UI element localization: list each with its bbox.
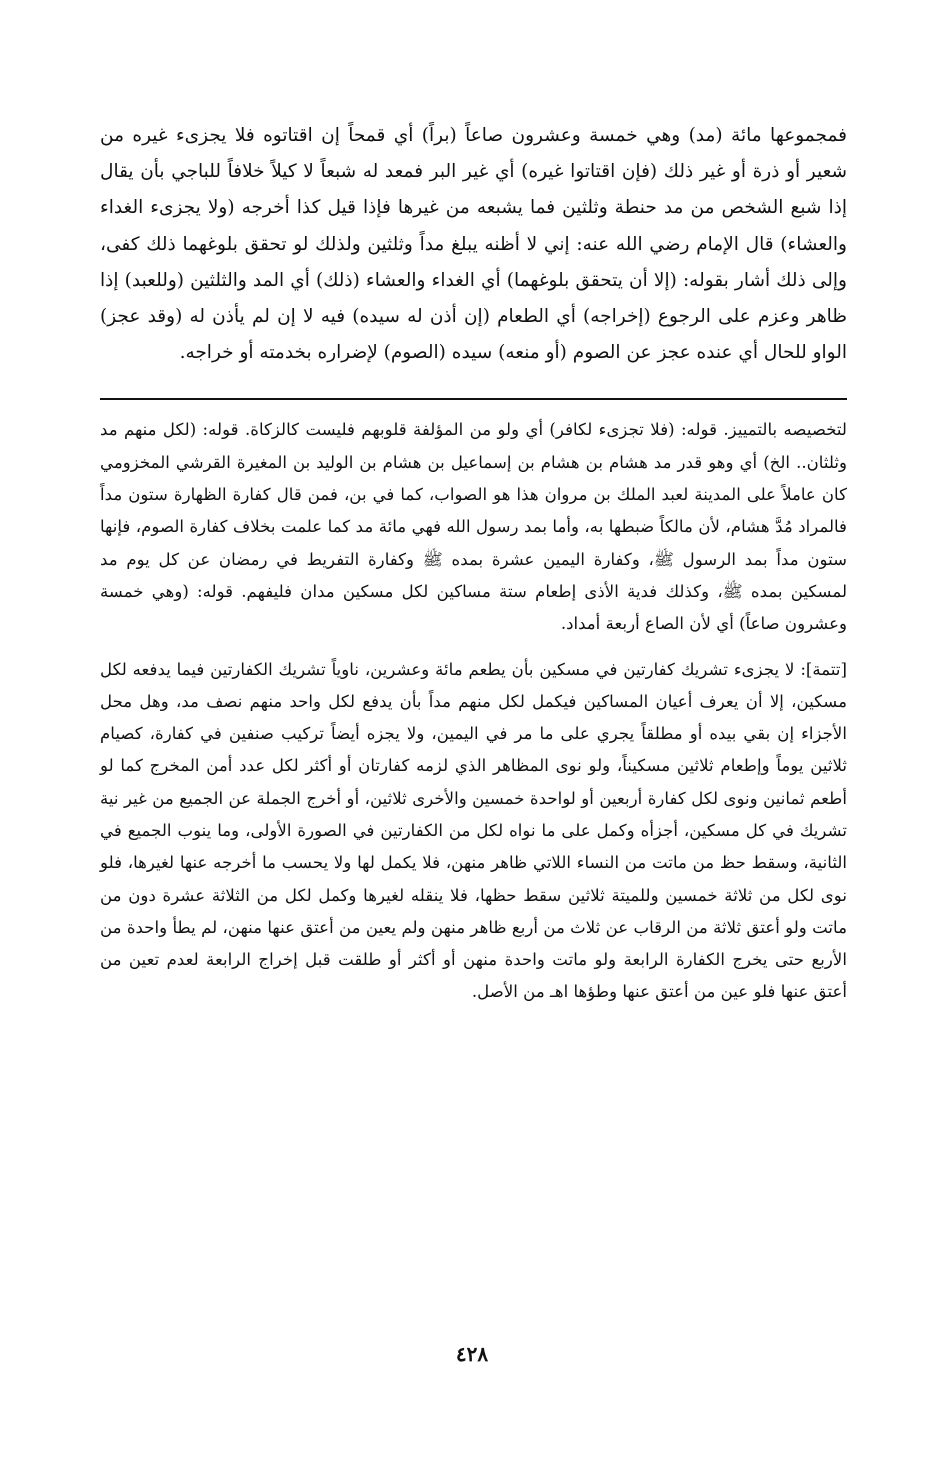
footnote-paragraph-2: [تتمة]: لا يجزىء تشريك كفارتين في مسكين بأن يطعم مائة وعشرين، ناوياً تشريك الكفارتين فيما يدفعه لكل مسكين، إلا أن يعرف أعيان المساكين فيكمل لكل منهم مداً بأن يدفع لكل واحد منهم نصف مد، وهل محل الأجزاء إن بقي بيده أو مطلقاً يجري على ما مر في اليمين، ولا يجزه أيضاً تركيب صنفين في كفارة، كصيام ثلاثين يوماً وإطعام ثلاثين مسكيناً، ولو نوى المظاهر الذي لزمه كفارتان أو أكثر لكل عدد أمن المخرج كما لو أطعم ثمانين ونوى لكل كفارة أربعين أو لواحدة خمسين والأخرى ثلاثين، أو أخرج الجملة عن الجميع من غير نية تشريك في كل مسكين، أجزأه وكمل على ما نواه لكل من الكفارتين في الصورة الأولى، وما ينوب الجميع في الثانية، وسقط حظ من ماتت من النساء اللاتي ظاهر منهن، فلا يكمل لها ولا يحسب ما أخرجه عنها لغيرها، فلو نوى لكل من ثلاثة خمسين وللميتة ثلاثين سقط حظها، فلا ينقله لغيرها وكمل لكل من الثلاثة عشرة دون من ماتت ولو أعتق ثلاثة من الرقاب عن ثلاث من أربع ظاهر منهن ولم يعين من أعتق عنها منهن، لم يطأ واحدة من الأربع حتى يخرج الكفارة الرابعة ولو ماتت واحدة منهن أو أكثر أو طلقت قبل إخراج الرابعة لعدم تعين من أعتق عنها فلو عين من أعتق عنها وطؤها اهـ من الأصل. — [100, 659, 847, 1002]
footnote-paragraph-1: لتخصيصه بالتمييز. قوله: (فلا تجزىء لكافر) أي ولو من المؤلفة قلوبهم فليست كالزكاة. قوله: (لكل منهم مد وثلثان.. الخ) أي وهو قدر مد هشام بن هشام بن إسماعيل بن هشام بن الوليد بن المغيرة القرشي المخزومي كان عاملاً على المدينة لعبد الملك بن مروان هذا هو الصواب، كما في بن، فمن قال كفارة الظهارة ستون مداً فالمراد مُدَّ هشام، لأن مالكاً ضبطها به، وأما بمد رسول الله فهي مائة مد كما علمت بخلاف كفارة الصوم، فإنها ستون مداً بمد الرسول ﷺ، وكفارة اليمين عشرة بمده ﷺ وكفارة التفريط في رمضان عن كل يوم مد لمسكين بمده ﷺ، وكذلك فدية الأذى إطعام ستة مساكين لكل مسكين مدان فليفهم. قوله: (وهي خمسة وعشرون صاعاً) أي لأن الصاع أربعة أمداد. — [100, 420, 847, 634]
page-number: ٤٢٨ — [455, 1342, 489, 1366]
page-content — [100, 118, 847, 1009]
footnotes — [100, 414, 847, 1008]
main-text — [100, 118, 847, 371]
main-paragraph: فمجموعها مائة (مد) وهي خمسة وعشرون صاعاً (براً) أي قمحاً إن اقتاتوه فلا يجزىء غيره من شعير أو ذرة أو غير ذلك (فإن اقتاتوا غيره) أي غير البر فمعد له شبعاً لا كيلاً خلافاً للباجي بأن يقال إذا شبع الشخص من مد حنطة وثلثين فما يشبعه من غيرها فإذا قيل كذا أخرجه (ولا يجزىء الغداء والعشاء) قال الإمام رضي الله عنه: إني لا أظنه يبلغ مداً وثلثين ولذلك لو تحقق بلوغهما ذلك كفى، وإلى ذلك أشار بقوله: (إلا أن يتحقق بلوغهما) أي الغداء والعشاء (ذلك) أي المد والثلثين (وللعبد) إذا ظاهر وعزم على الرجوع (إخراجه) أي الطعام (إن أذن له سيده) فيه لا إن لم يأذن له (وقد عجز) الواو للحال أي عنده عجز عن الصوم (أو منعه) سيده (الصوم) لإضراره بخدمته أو خراجه. — [100, 125, 847, 364]
footnote-separator — [100, 398, 847, 400]
